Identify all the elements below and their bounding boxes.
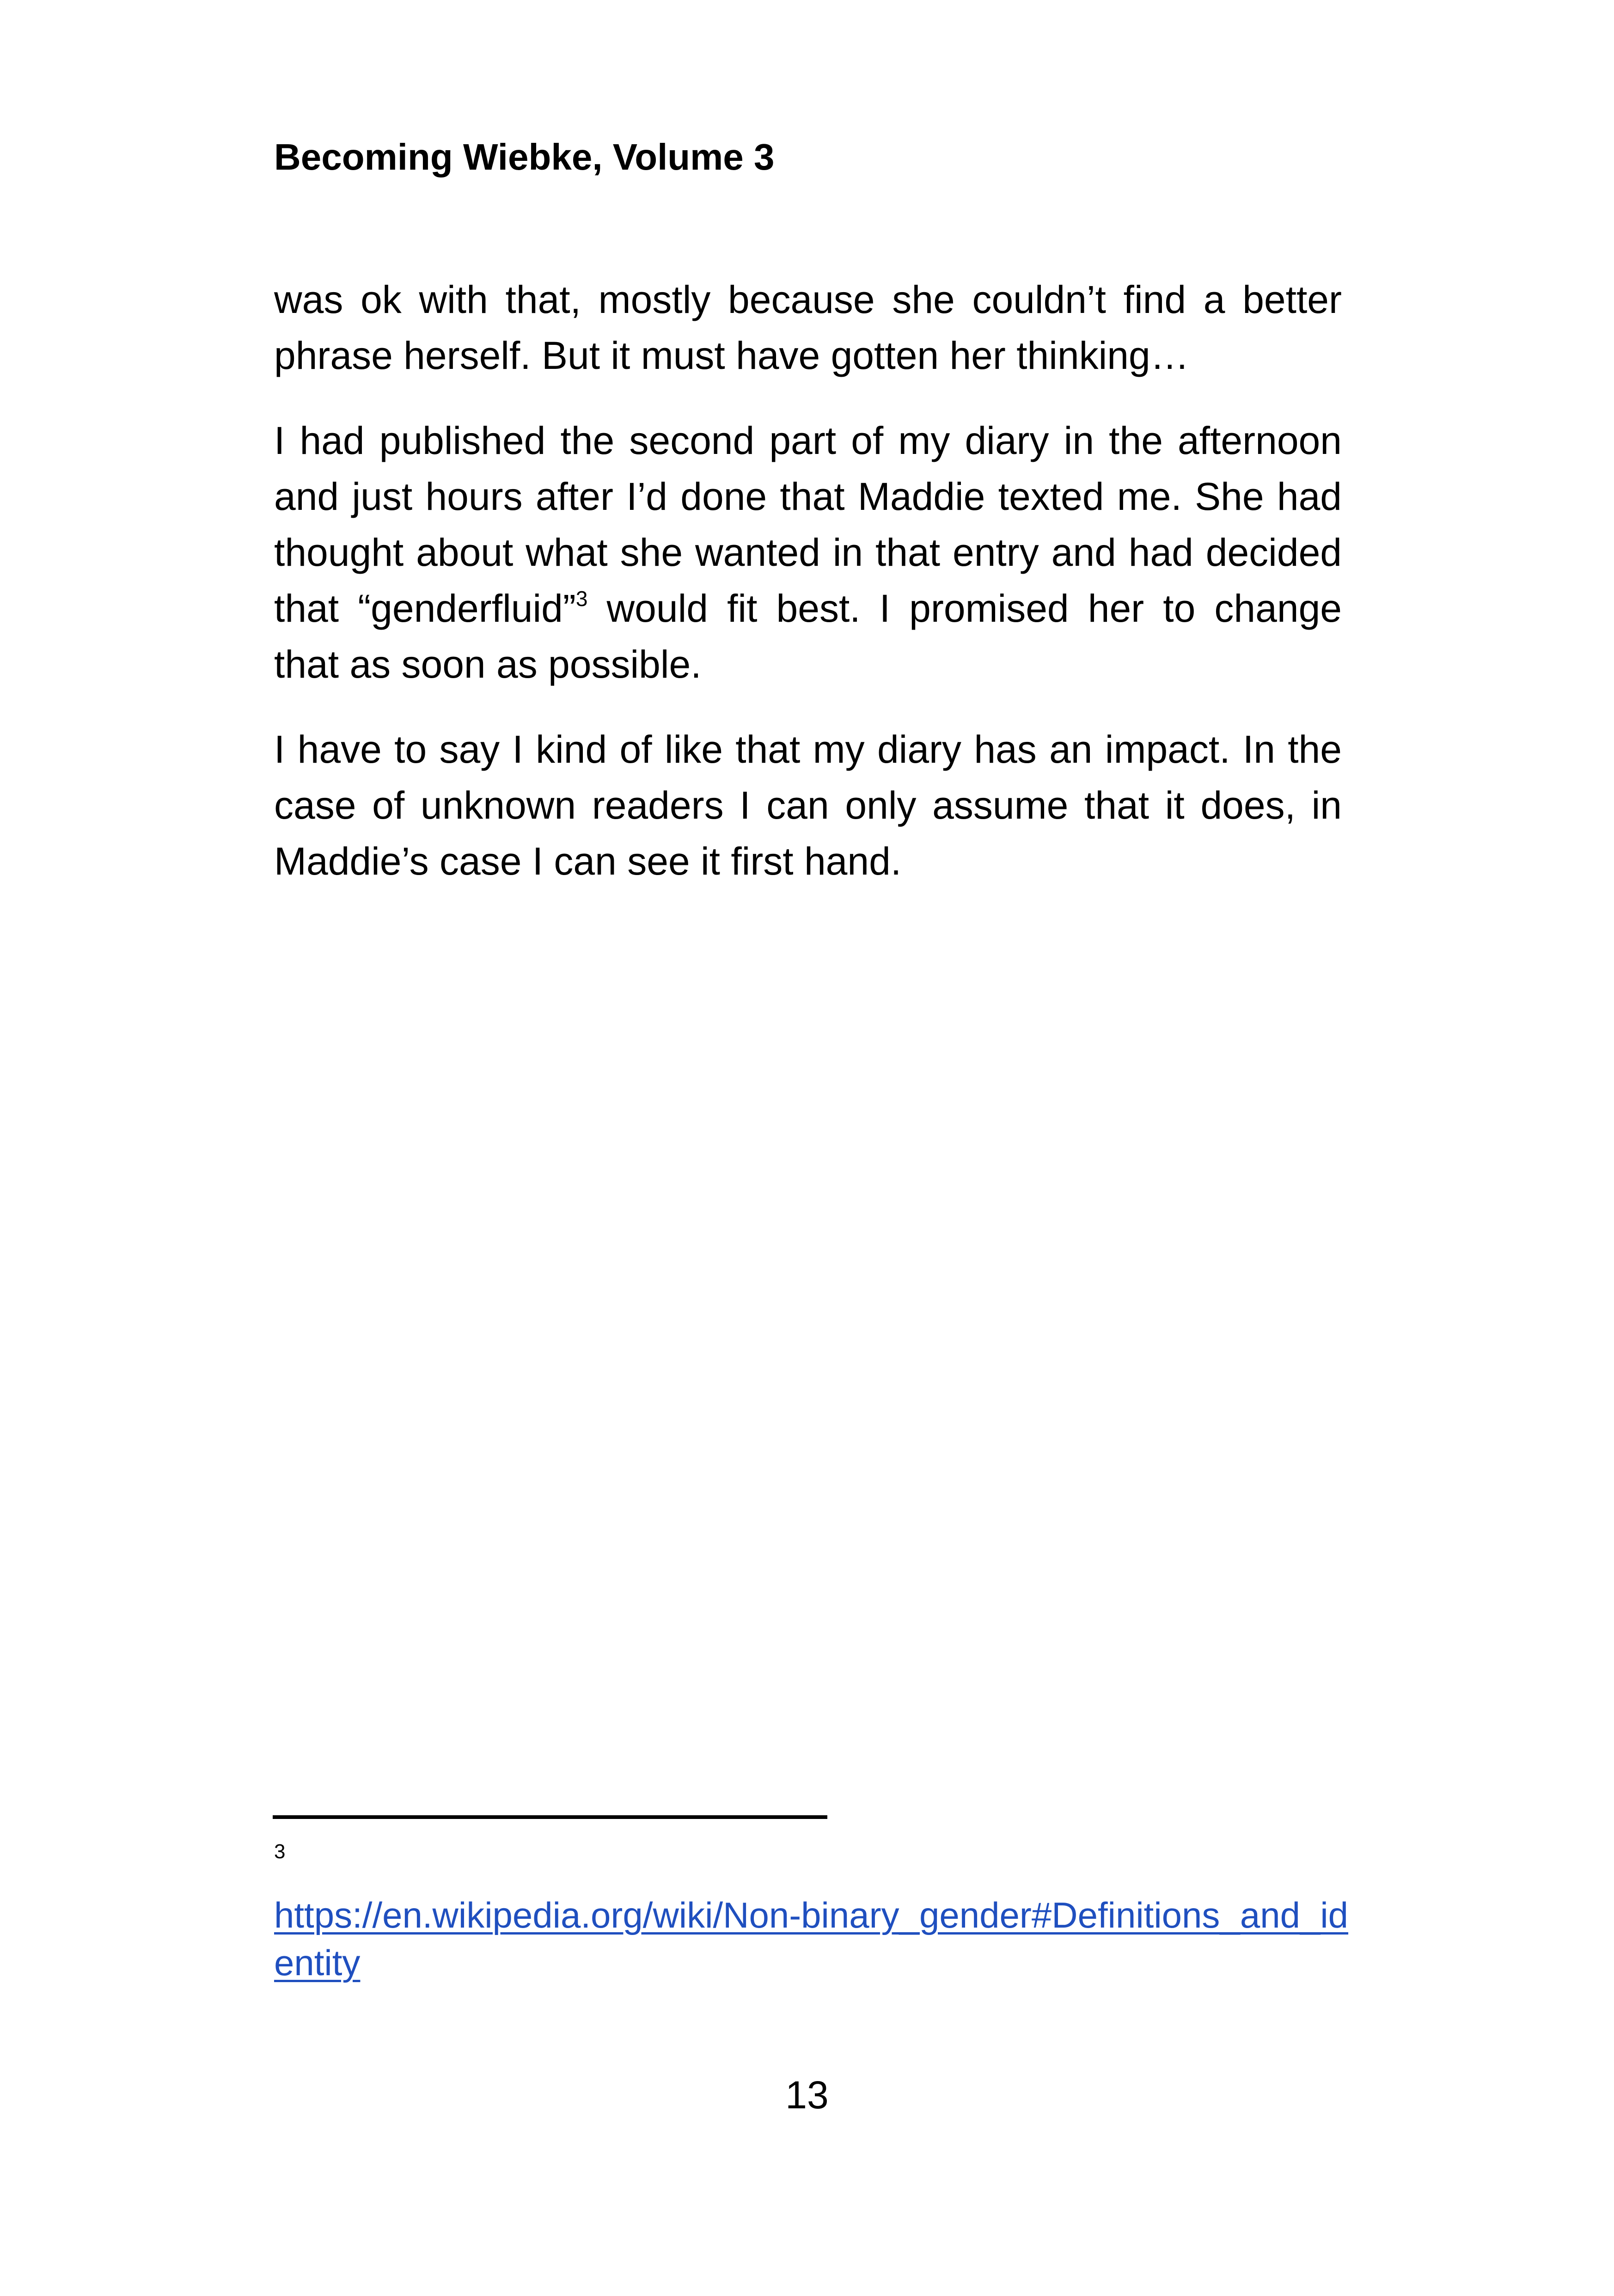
paragraph-1: was ok with that, mostly because she couldn’t find a better phrase herself. But it must have gotten her thinking… <box>274 278 1342 377</box>
paragraph-3: I have to say I kind of like that my diary has an impact. In the case of unknown readers I can only assume that it does, in Maddie’s case I can see it first hand. <box>274 728 1342 883</box>
paragraph-2-continuation: would fit best. I promised her to change that as soon as possible. <box>274 587 1342 686</box>
footnote-link[interactable]: https://en.wikipedia.org/wiki/Non-binary_gender#Definitions_and_identity <box>274 1895 1349 1983</box>
paragraph-2-text: I had published the second part of my diary in the afternoon and just hours after I’d done that Maddie texted me. She had thought about what she wanted in that entry and had decided that “genderfluid” <box>274 419 1342 630</box>
footnote-separator <box>273 1815 827 1819</box>
body-text <box>274 272 1342 918</box>
footnote-reference[interactable]: 3 <box>575 587 588 611</box>
running-header: Becoming Wiebke, Volume 3 <box>274 136 775 178</box>
page-number: 13 <box>785 2073 829 2117</box>
paragraph-2 <box>274 413 1342 692</box>
footnote-number: 3 <box>274 1840 286 1863</box>
